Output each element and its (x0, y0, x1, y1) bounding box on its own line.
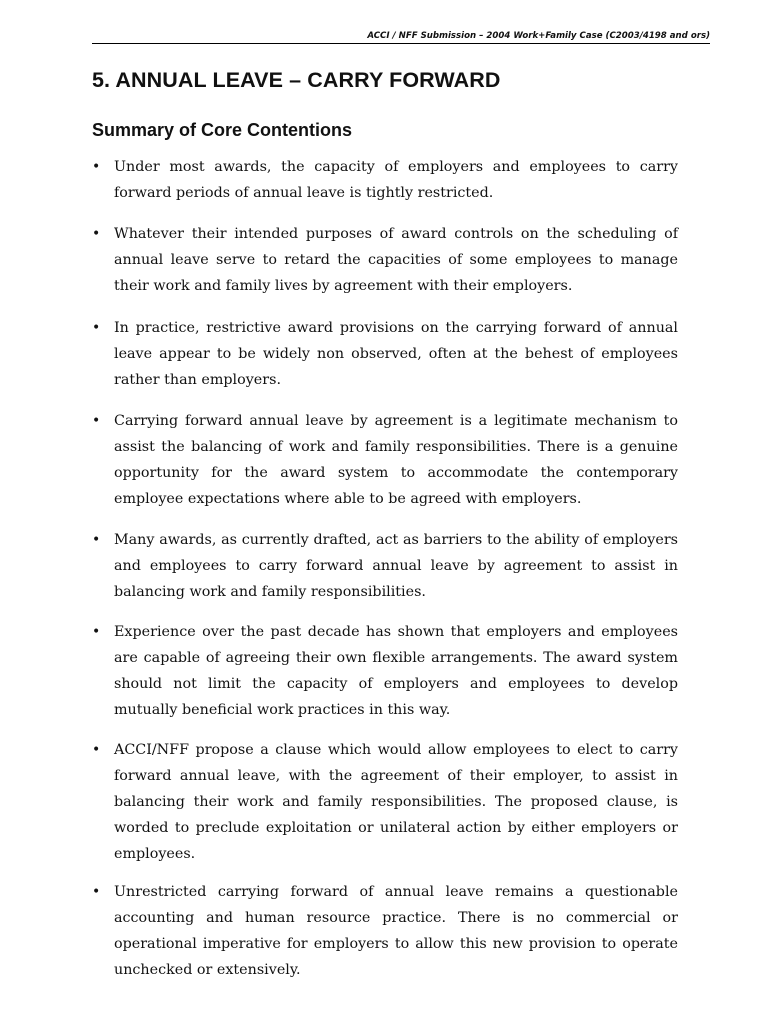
page-title: 5. ANNUAL LEAVE – CARRY FORWARD (92, 68, 501, 92)
list-item: • Whatever their intended purposes of award controls on the scheduling of annual leave serve to retard the capacities of some employees to manage their work and family lives by agreement with their employers. (92, 221, 678, 299)
list-item: • ACCI/NFF propose a clause which would allow employees to elect to carry forward annual leave, with the agreement of their employer, to assist in balancing their work and family responsibilities. The proposed clause, is worded to preclude exploitation or unilateral action by either employers or employees. (92, 737, 678, 867)
list-item: • Many awards, as currently drafted, act as barriers to the ability of employers and employees to carry forward annual leave by agreement to assist in balancing work and family responsibilities. (92, 527, 678, 605)
section-heading: Summary of Core Contentions (92, 120, 353, 140)
list-item: • Unrestricted carrying forward of annual leave remains a questionable accounting and human resource practice. There is no commercial or operational imperative for employers to allow this new provision to operate unchecked or extensively. (92, 879, 678, 983)
list-item: • Carrying forward annual leave by agreement is a legitimate mechanism to assist the balancing of work and family responsibilities. There is a genuine opportunity for the award system to accommodate the contemporary employee expectations where able to be agreed with employers. (92, 408, 678, 512)
list-item: • Under most awards, the capacity of employers and employees to carry forward periods of annual leave is tightly restricted. (92, 154, 678, 206)
list-item: • In practice, restrictive award provisions on the carrying forward of annual leave appear to be widely non observed, often at the behest of employees rather than employers. (92, 315, 678, 393)
contentions-list (92, 154, 678, 998)
running-header: ACCI / NFF Submission – 2004 Work+Family Case (C2003/4198 and ors) (92, 30, 710, 44)
list-item: • Experience over the past decade has shown that employers and employees are capable of agreeing their own flexible arrangements. The award system should not limit the capacity of employers and employees to develop mutually beneficial work practices in this way. (92, 619, 678, 723)
